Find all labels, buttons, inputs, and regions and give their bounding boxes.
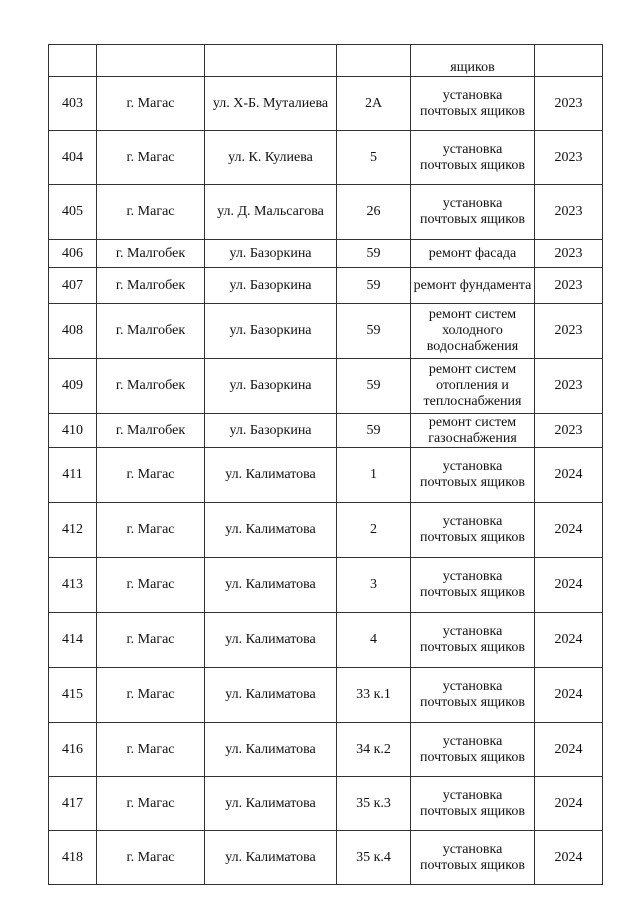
cell-num: 410 — [49, 414, 97, 448]
table-row — [49, 448, 603, 503]
cell-street: ул. Калиматова — [205, 558, 337, 613]
cell-city: г. Магас — [97, 613, 205, 668]
cell-street: ул. Базоркина — [205, 304, 337, 359]
cell-street: ул. Базоркина — [205, 268, 337, 304]
cell-city: г. Магас — [97, 831, 205, 885]
cell-num: 408 — [49, 304, 97, 359]
cell-work: установка почтовых ящиков — [411, 185, 535, 240]
cell-house: 35 к.4 — [337, 831, 411, 885]
cell-street: ул. Калиматова — [205, 613, 337, 668]
table-row — [49, 304, 603, 359]
cell-year: 2024 — [535, 777, 603, 831]
table-row — [49, 131, 603, 185]
table-row — [49, 414, 603, 448]
cell-street: ул. Х-Б. Муталиева — [205, 77, 337, 131]
cell-work: установка почтовых ящиков — [411, 77, 535, 131]
cell-house: 26 — [337, 185, 411, 240]
cell-street — [205, 45, 337, 77]
cell-num: 412 — [49, 503, 97, 558]
cell-year: 2023 — [535, 131, 603, 185]
cell-num: 413 — [49, 558, 97, 613]
cell-year: 2023 — [535, 268, 603, 304]
cell-street: ул. Базоркина — [205, 414, 337, 448]
cell-house: 5 — [337, 131, 411, 185]
cell-city: г. Магас — [97, 503, 205, 558]
table-row — [49, 77, 603, 131]
cell-street: ул. Калиматова — [205, 448, 337, 503]
cell-work: установка почтовых ящиков — [411, 613, 535, 668]
cell-work: установка почтовых ящиков — [411, 831, 535, 885]
cell-house: 59 — [337, 240, 411, 268]
cell-city — [97, 45, 205, 77]
cell-work: установка почтовых ящиков — [411, 448, 535, 503]
cell-num: 416 — [49, 723, 97, 777]
cell-num: 405 — [49, 185, 97, 240]
cell-city: г. Магас — [97, 185, 205, 240]
cell-city: г. Магас — [97, 777, 205, 831]
cell-street: ул. Калиматова — [205, 831, 337, 885]
table-row — [49, 723, 603, 777]
cell-work: ремонт фундамента — [411, 268, 535, 304]
cell-num: 411 — [49, 448, 97, 503]
cell-city: г. Малгобек — [97, 268, 205, 304]
cell-num: 406 — [49, 240, 97, 268]
cell-year — [535, 45, 603, 77]
cell-work: установка почтовых ящиков — [411, 131, 535, 185]
cell-year: 2023 — [535, 77, 603, 131]
cell-city: г. Магас — [97, 668, 205, 723]
cell-city: г. Магас — [97, 558, 205, 613]
cell-work: ремонт систем холодного водоснабжения — [411, 304, 535, 359]
cell-num: 417 — [49, 777, 97, 831]
cell-work: ящиков — [411, 45, 535, 77]
cell-house: 1 — [337, 448, 411, 503]
cell-num: 404 — [49, 131, 97, 185]
cell-year: 2024 — [535, 448, 603, 503]
cell-house — [337, 45, 411, 77]
cell-street: ул. Калиматова — [205, 503, 337, 558]
cell-year: 2023 — [535, 304, 603, 359]
table-body — [49, 45, 603, 885]
cell-city: г. Магас — [97, 77, 205, 131]
cell-year: 2023 — [535, 359, 603, 414]
cell-house: 59 — [337, 359, 411, 414]
cell-house: 4 — [337, 613, 411, 668]
cell-year: 2023 — [535, 185, 603, 240]
cell-house: 59 — [337, 414, 411, 448]
cell-city: г. Малгобек — [97, 240, 205, 268]
cell-street: ул. К. Кулиева — [205, 131, 337, 185]
cell-num: 415 — [49, 668, 97, 723]
cell-house: 33 к.1 — [337, 668, 411, 723]
table-row — [49, 558, 603, 613]
cell-num: 403 — [49, 77, 97, 131]
cell-work: установка почтовых ящиков — [411, 558, 535, 613]
cell-city: г. Малгобек — [97, 359, 205, 414]
cell-num: 409 — [49, 359, 97, 414]
table-row — [49, 359, 603, 414]
table-row — [49, 668, 603, 723]
cell-num — [49, 45, 97, 77]
cell-city: г. Малгобек — [97, 414, 205, 448]
table-row — [49, 613, 603, 668]
works-table — [48, 44, 603, 885]
cell-house: 2 — [337, 503, 411, 558]
cell-num: 414 — [49, 613, 97, 668]
cell-city: г. Магас — [97, 448, 205, 503]
table-row — [49, 240, 603, 268]
cell-work: установка почтовых ящиков — [411, 668, 535, 723]
cell-street: ул. Д. Мальсагова — [205, 185, 337, 240]
cell-street: ул. Калиматова — [205, 777, 337, 831]
cell-work: установка почтовых ящиков — [411, 777, 535, 831]
cell-street: ул. Калиматова — [205, 723, 337, 777]
table-row — [49, 777, 603, 831]
cell-house: 59 — [337, 268, 411, 304]
cell-work: ремонт фасада — [411, 240, 535, 268]
cell-num: 407 — [49, 268, 97, 304]
cell-city: г. Магас — [97, 131, 205, 185]
cell-house: 3 — [337, 558, 411, 613]
cell-house: 2А — [337, 77, 411, 131]
cell-street: ул. Калиматова — [205, 668, 337, 723]
cell-year: 2023 — [535, 240, 603, 268]
cell-year: 2024 — [535, 723, 603, 777]
cell-year: 2024 — [535, 503, 603, 558]
cell-house: 35 к.3 — [337, 777, 411, 831]
cell-year: 2024 — [535, 831, 603, 885]
cell-work: ремонт систем отопления и теплоснабжения — [411, 359, 535, 414]
cell-year: 2024 — [535, 558, 603, 613]
cell-work: установка почтовых ящиков — [411, 503, 535, 558]
table-row — [49, 503, 603, 558]
table-row-continuation — [49, 45, 603, 77]
cell-year: 2024 — [535, 613, 603, 668]
table-row — [49, 185, 603, 240]
cell-street: ул. Базоркина — [205, 240, 337, 268]
cell-work: установка почтовых ящиков — [411, 723, 535, 777]
cell-house: 34 к.2 — [337, 723, 411, 777]
cell-work: ремонт систем газоснабжения — [411, 414, 535, 448]
table-row — [49, 268, 603, 304]
cell-city: г. Малгобек — [97, 304, 205, 359]
cell-num: 418 — [49, 831, 97, 885]
cell-year: 2024 — [535, 668, 603, 723]
cell-city: г. Магас — [97, 723, 205, 777]
cell-house: 59 — [337, 304, 411, 359]
cell-year: 2023 — [535, 414, 603, 448]
cell-street: ул. Базоркина — [205, 359, 337, 414]
table-row — [49, 831, 603, 885]
